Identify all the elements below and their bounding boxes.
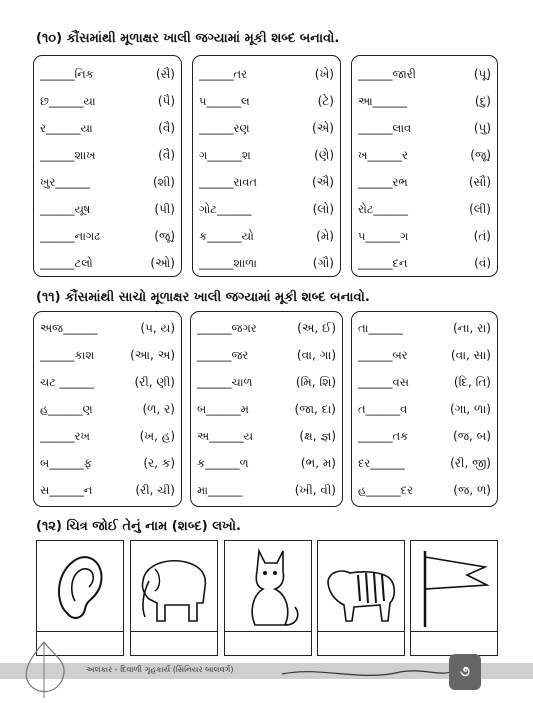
option: (લી) (469, 201, 491, 216)
answer-line (225, 631, 311, 632)
word: ______જર (197, 347, 249, 362)
option: (મે) (316, 228, 334, 243)
leaf-decoration-icon (14, 636, 74, 702)
option: (જ, ળ) (453, 482, 491, 497)
option: (ર, ક) (143, 455, 175, 470)
option: (પ, ય) (140, 320, 175, 335)
word: ______શાખ (40, 147, 96, 162)
word: ______રાવત (199, 174, 258, 189)
word: ______નાગઢ (40, 228, 100, 243)
option: (વૈ) (158, 120, 175, 135)
tiger-icon (318, 541, 403, 631)
word: સ______ન (40, 482, 93, 497)
section-11-title: (૧૧) કૌંસમાંથી સાચો મૂળાક્ષર ખાલી જગ્યામાં મૂકી શબ્દ બનાવો. (36, 290, 370, 305)
section-11-box-1 (33, 311, 182, 507)
option: (લો) (312, 201, 334, 216)
option: (શી) (152, 174, 175, 189)
section-12-title: (૧૨) ચિત્ર જોઈ તેનું નામ (શબ્દ) લખો. (36, 519, 241, 534)
option: (પૂ) (473, 66, 491, 81)
option: (દુ) (474, 93, 491, 108)
option: (રી, જી) (450, 455, 491, 470)
section-11-box-2 (190, 311, 343, 507)
option: (ભ, મ) (300, 455, 336, 470)
option: (સૌ) (468, 174, 491, 189)
option: (પી) (154, 201, 175, 216)
section-10-title: (૧૦) કૌંસમાંથી મૂળાક્ષર ખાલી જગ્યામાં મૂકી શબ્દ બનાવો. (36, 31, 340, 46)
option: (એ) (311, 120, 334, 135)
word: ______જગર (197, 320, 257, 335)
option: (વૈ) (158, 147, 175, 162)
picture-card-tiger (317, 540, 405, 656)
word: ______રણ (199, 120, 250, 135)
word: ક______યો (199, 228, 254, 243)
option: (જૂ) (470, 147, 491, 162)
word: ખ______ર (358, 147, 408, 162)
word: ______નિક (40, 66, 94, 81)
option: (જા, દા) (294, 401, 336, 416)
option: (વા, ગા) (296, 347, 336, 362)
option: (દિ, તિ) (453, 374, 491, 389)
answer-line (131, 631, 217, 632)
word: પ______લ (199, 93, 250, 108)
section-11-box-3 (351, 311, 498, 507)
word: તા______ (358, 320, 403, 335)
word: ______બર (358, 347, 408, 362)
word: ગ______શ (199, 147, 251, 162)
answer-line (411, 631, 497, 632)
option: (મિ, શિ) (295, 374, 336, 389)
word: મા______ (197, 482, 243, 497)
word: ______લાવ (358, 120, 412, 135)
elephant-icon (131, 541, 216, 631)
option: (ઓ) (150, 255, 175, 270)
word: ______યૂષ (40, 201, 91, 216)
word: ______દન (358, 255, 408, 270)
option: (વં) (474, 255, 491, 270)
option: (ગા, ળા) (450, 401, 491, 416)
word: ______રભ (358, 174, 408, 189)
option: (ટે) (317, 93, 334, 108)
picture-card-elephant (130, 540, 218, 656)
word: ગોટ______ (199, 201, 252, 216)
word: ______ટલો (40, 255, 93, 270)
word: છ______યા (40, 93, 96, 108)
word: રોટ______ (358, 201, 409, 216)
option: (ઐ) (311, 174, 334, 189)
option: (ણે) (314, 147, 334, 162)
option: (સૈ) (155, 66, 175, 81)
option: (ખે) (314, 66, 334, 81)
option: (રી, ચી) (135, 482, 175, 497)
option: (ખી, વી) (294, 482, 336, 497)
word: આ______ (358, 93, 408, 108)
word: ______રખ (40, 428, 90, 443)
word: ક______ળ (197, 455, 249, 470)
word: બ______મ (197, 401, 249, 416)
flag-icon (411, 541, 496, 631)
option: (અ, ઈ) (297, 320, 336, 335)
word: ______ચાળ (197, 374, 253, 389)
word: ______તક (358, 428, 409, 443)
option: (રી, ણી) (134, 374, 175, 389)
ear-icon (37, 541, 122, 631)
option: (આ, અ) (130, 347, 175, 362)
word: ર______યા (40, 120, 93, 135)
word: ત______વ (358, 401, 408, 416)
word: હ______દર (358, 482, 414, 497)
option: (ખ, હ) (139, 428, 175, 443)
section-10-box-1 (33, 55, 182, 277)
word: બ______ફ (40, 455, 92, 470)
option: (પૈ) (157, 93, 175, 108)
picture-card-cat (224, 540, 312, 656)
answer-line (318, 631, 404, 632)
word: અ______ય (197, 428, 254, 443)
word: ______જારી (358, 66, 416, 81)
answer-line (37, 631, 123, 632)
page-number: ૭ (449, 654, 481, 690)
cable-line-icon (280, 664, 452, 684)
word: દર______ (358, 455, 405, 470)
option: (ગૌ) (312, 255, 334, 270)
word: ખુર______ (40, 174, 90, 189)
word: પ______ગ (358, 228, 409, 243)
word: હ______ણ (40, 401, 93, 416)
option: (વા, સા) (450, 347, 491, 362)
option: (ક્ષ, જ્ઞ) (299, 428, 336, 443)
word: ______તર (199, 66, 248, 81)
section-10-box-2 (192, 55, 341, 277)
word: ચટ ______ (40, 374, 95, 389)
word: અજ______ (40, 320, 98, 335)
word: ______શાળા (199, 255, 257, 270)
picture-card-flag (410, 540, 498, 656)
option: (તં) (473, 228, 491, 243)
footer-text: અલંકાર - દિવાળી ગૃહકાર્ય (સિનિયર બાલવર્ગ) (86, 665, 234, 674)
word: ______વસ (358, 374, 409, 389)
word: ______કાશ (40, 347, 95, 362)
section-10-box-3 (351, 55, 498, 277)
option: (જૂ) (154, 228, 175, 243)
option: (ળ, ર) (142, 401, 175, 416)
option: (પુ) (473, 120, 491, 135)
option: (જ, બ) (453, 428, 491, 443)
cat-icon (225, 541, 310, 631)
option: (ના, રા) (452, 320, 491, 335)
